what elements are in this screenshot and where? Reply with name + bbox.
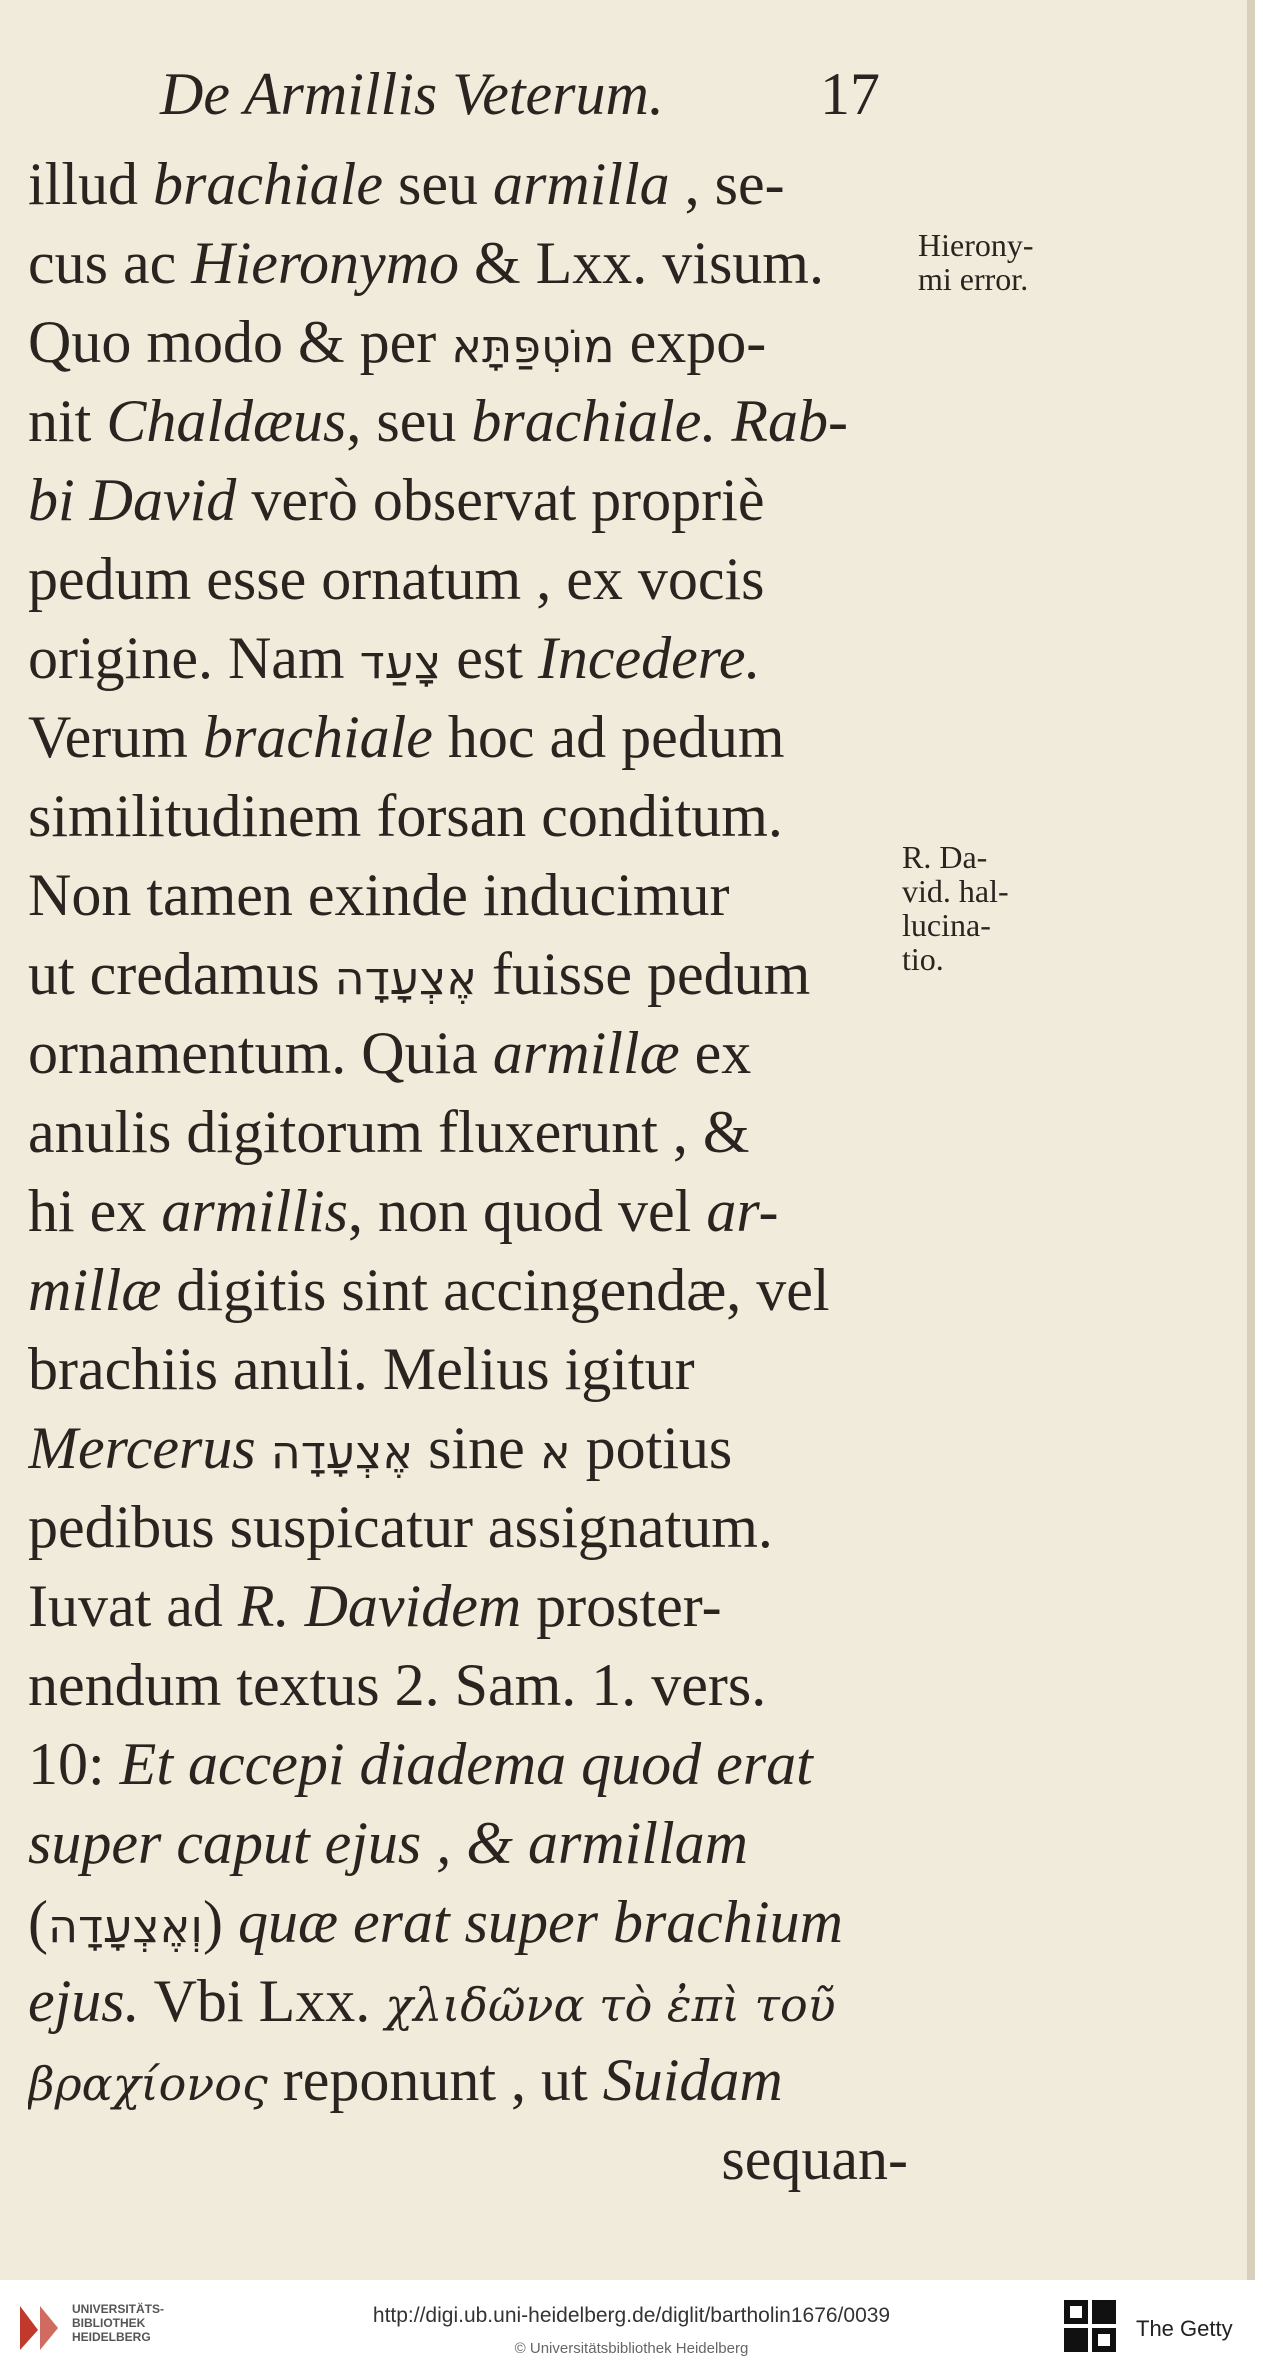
getty-logo-icon[interactable] <box>1062 2298 1118 2356</box>
text-line <box>28 935 908 1014</box>
text-line <box>28 698 908 777</box>
text-run: ) <box>202 1889 238 1955</box>
text-line <box>28 1093 908 1172</box>
text-run: nit <box>28 388 107 454</box>
library-name-line: UNIVERSITÄTS- <box>72 2302 165 2316</box>
text-run: origine. Nam <box>28 625 360 691</box>
text-line <box>28 856 908 935</box>
margin-line: R. Da- <box>902 839 988 875</box>
text-run: proster- <box>521 1573 722 1639</box>
margin-line: lucina- <box>902 907 991 943</box>
margin-line: mi error. <box>918 261 1029 297</box>
italic-run: armillæ <box>492 1020 680 1086</box>
text-run: cus ac <box>28 230 192 296</box>
text-line <box>28 1488 908 1567</box>
marginal-note-david <box>902 840 1052 976</box>
text-line <box>28 303 908 382</box>
italic-run: millæ <box>28 1257 162 1323</box>
text-run: fuisse pedum <box>477 941 811 1007</box>
text-line <box>28 1014 908 1093</box>
header-title: De Armillis Veterum. <box>160 61 664 127</box>
text-run: ut credamus <box>28 941 335 1007</box>
text-line <box>28 1804 908 1883</box>
italic-run: armillis <box>161 1178 349 1244</box>
italic-run: brachiale <box>153 151 383 217</box>
text-line <box>28 2120 908 2199</box>
text-line <box>28 1646 908 1725</box>
margin-line: Hierony- <box>918 227 1034 263</box>
italic-run: brachiale. Rab- <box>471 388 848 454</box>
marginal-note-hieronymi <box>918 228 1068 296</box>
text-run: similitudinem forsan conditum. <box>28 783 783 849</box>
text-run: Non tamen exinde inducimur <box>28 862 730 928</box>
text-run: Vbi Lxx. <box>139 1968 386 2034</box>
text-run: illud <box>28 151 154 217</box>
text-line <box>28 382 908 461</box>
running-header <box>160 60 920 150</box>
body-text <box>28 145 908 2199</box>
hebrew-run: צָעַד <box>359 635 442 689</box>
italic-run: quæ erat super brachium <box>237 1889 843 1955</box>
text-run: , non quod vel <box>348 1178 707 1244</box>
text-run: digitis sint accingendæ, vel <box>161 1257 830 1323</box>
library-name-line: BIBLIOTHEK <box>72 2316 146 2330</box>
italic-run: ar- <box>706 1178 779 1244</box>
text-run: brachiis anuli. Melius igitur <box>28 1336 695 1402</box>
italic-run: bi David <box>28 467 237 533</box>
text-run: hi ex <box>28 1178 162 1244</box>
text-line <box>28 1883 908 1962</box>
hebrew-run: אֶצְעָדָה <box>270 1425 414 1479</box>
italic-run: Mercerus <box>28 1415 256 1481</box>
library-name-line: HEIDELBERG <box>72 2330 151 2344</box>
text-run: nendum textus 2. Sam. 1. vers. <box>28 1652 767 1718</box>
text-run: seu <box>382 151 493 217</box>
text-run: ( <box>28 1889 48 1955</box>
text-run: sequan- <box>721 2126 908 2192</box>
italic-run: Incedere. <box>537 625 761 691</box>
text-run: verò observat propriè <box>236 467 765 533</box>
text-run: anulis digitorum fluxerunt , & <box>28 1099 750 1165</box>
text-line <box>28 2041 908 2120</box>
page-number: 17 <box>820 61 880 127</box>
text-run: sine <box>413 1415 540 1481</box>
text-run: ex <box>679 1020 752 1086</box>
text-run: hoc ad pedum <box>432 704 785 770</box>
text-line <box>28 540 908 619</box>
text-line <box>28 1962 908 2041</box>
text-run: Verum <box>28 704 203 770</box>
text-run: est <box>441 625 538 691</box>
text-line <box>28 145 908 224</box>
viewer-footer <box>0 2280 1263 2377</box>
text-line <box>28 1409 908 1488</box>
text-line <box>28 777 908 856</box>
getty-label: The Getty <box>1136 2316 1233 2341</box>
greek-run: χλιδῶνα τὸ ἐπὶ τοῦ <box>385 1978 836 2032</box>
text-line <box>28 1567 908 1646</box>
hebrew-run: מוֹטְפַּתָּא <box>451 319 615 373</box>
text-line <box>28 1172 908 1251</box>
page-edge <box>1247 0 1255 2280</box>
italic-run: Et accepi diadema quod erat <box>119 1731 813 1797</box>
text-run: ornamentum. Quia <box>28 1020 493 1086</box>
text-run: pedibus suspicatur assignatum. <box>28 1494 773 1560</box>
text-line <box>28 461 908 540</box>
margin-line: vid. hal- <box>902 873 1009 909</box>
text-line <box>28 1725 908 1804</box>
text-run: potius <box>570 1415 733 1481</box>
text-run: , seu <box>346 388 472 454</box>
italic-run: R. Davidem <box>237 1573 522 1639</box>
italic-run: Suidam <box>602 2047 783 2113</box>
italic-run: Hieronymo <box>191 230 459 296</box>
text-line <box>28 224 908 303</box>
text-run: Quo modo & per <box>28 309 452 375</box>
text-run: reponunt , ut <box>267 2047 603 2113</box>
text-run: 10: <box>28 1731 120 1797</box>
text-line <box>28 1251 908 1330</box>
text-run: expo- <box>614 309 767 375</box>
text-run <box>256 1415 271 1481</box>
copyright-notice: © Universitätsbibliothek Heidelberg <box>514 2340 749 2357</box>
text-run: pedum esse ornatum , ex vocis <box>28 546 765 612</box>
italic-run: Chaldæus <box>106 388 347 454</box>
italic-run: super caput ejus , & armillam <box>28 1810 748 1876</box>
text-line <box>28 1330 908 1409</box>
italic-run: ejus. <box>28 1968 140 2034</box>
text-line <box>28 619 908 698</box>
text-run: , se- <box>669 151 785 217</box>
margin-line: tio. <box>902 941 944 977</box>
text-run: & Lxx. visum. <box>458 230 824 296</box>
source-url-link[interactable]: http://digi.ub.uni-heidelberg.de/diglit/bartholin1676/0039 <box>372 2304 891 2327</box>
hebrew-run: אֶצְעָדָה <box>334 951 478 1005</box>
hebrew-run: וְאֶצְעָדָה <box>47 1899 203 1953</box>
greek-run: βραχίονος <box>28 2057 268 2111</box>
italic-run: armilla <box>492 151 670 217</box>
text-run: Iuvat ad <box>28 1573 238 1639</box>
hebrew-run: א <box>539 1425 571 1479</box>
italic-run: brachiale <box>202 704 433 770</box>
